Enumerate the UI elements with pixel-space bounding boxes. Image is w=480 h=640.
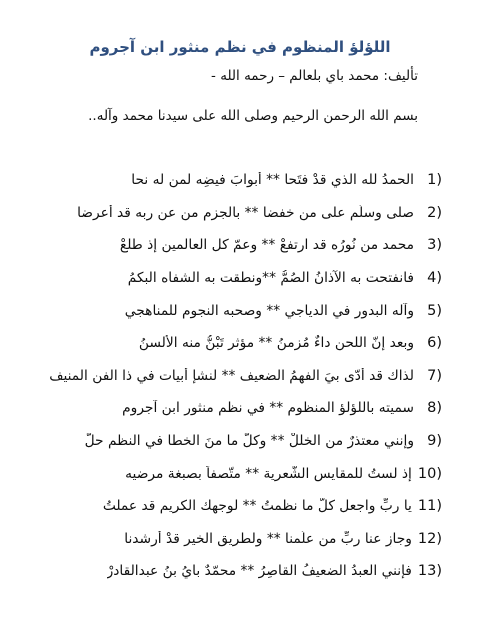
verse-line [30, 392, 442, 425]
verse-number: 8) [427, 400, 442, 417]
verse-line [30, 425, 442, 458]
verse-line [30, 523, 442, 556]
verse-number: 10) [417, 465, 442, 482]
verse-number: 5) [427, 302, 442, 319]
verse-number: 1) [427, 172, 442, 189]
verse-number: 4) [427, 270, 442, 287]
verse-text: وبعد إنّ اللحن داءٌ مُزمنُ ** مؤثر تَبْنُّ منه الألسنُ [138, 335, 414, 352]
verse-list [30, 164, 442, 588]
verse-line [30, 490, 442, 523]
verse-line [30, 360, 442, 393]
verse-number: 7) [427, 367, 442, 384]
verse-text: صلى وسلّم على من خفضا ** بالجزم من عن ربه قد أعرضا [77, 204, 414, 221]
document-title: اللؤلؤ المنظوم في نظم منثور ابن آجروم [89, 38, 391, 56]
verse-text: سميته باللؤلؤ المنظوم ** في نظم منثور ابن آجروم [122, 400, 414, 417]
verse-text: لذاك قد أدّى بيَ الفهمُ الضعيف ** لنشإ أبيات في ذا الفن المنيف [49, 367, 414, 384]
verse-number: 13) [417, 563, 442, 580]
verse-line [30, 457, 442, 490]
verse-text: وآله البدور في الدياجي ** وصحبه النجوم للمناهجي [124, 302, 414, 319]
verse-text: فانفتحت به الآذانُ الصُمُّ **ونطقت به الشفاه البكمُ [127, 270, 414, 287]
verse-number: 6) [427, 335, 442, 352]
verse-text: فإنني العبدُ الضعيفُ القاصِرُ ** محمّدٌ بايُ بنُ عبدالقادرْ [106, 563, 412, 580]
verse-text: إذ لستُ للمقايسِ الشّعرية ** متّصفاً بصبغة مرضيه [125, 465, 412, 482]
verse-text: يا ربِّ واجعل كلّ ما نظمتُ ** لوجهك الكريم قد عملتُ [102, 498, 412, 515]
verse-text: وجازِ عنا ربِّ من علّمنا ** ولطريق الخير قدْ أرشدنا [124, 530, 412, 547]
verse-line [30, 229, 442, 262]
verse-line [30, 294, 442, 327]
verse-number: 11) [417, 498, 442, 515]
verse-line [30, 262, 442, 295]
verse-number: 12) [417, 530, 442, 547]
verse-line [30, 164, 442, 197]
verse-text: الحمدُ لله الذي قدْ فتَحا ** أبوابَ فيضِه لمن له نحا [131, 172, 414, 189]
verse-text: وإنني معتذرٌ من الخللْ ** وكلّ ما منَ الخطا في النظم حلّ [84, 433, 414, 450]
verse-number: 3) [427, 237, 442, 254]
verse-line [30, 197, 442, 230]
author-line: تأليف: محمد باي بلعالم – رحمه الله - [211, 68, 418, 84]
verse-line [30, 327, 442, 360]
verse-text: محمد من نُورُه قد ارتفعْ ** وعمّ كل العالمين إذ طلعْ [119, 237, 414, 254]
verse-number: 9) [427, 433, 442, 450]
verse-line [30, 555, 442, 588]
basmala-line: بسم الله الرحمن الرحيم وصلى الله على سيدنا محمد وآله.. [88, 108, 418, 124]
verse-number: 2) [427, 204, 442, 221]
